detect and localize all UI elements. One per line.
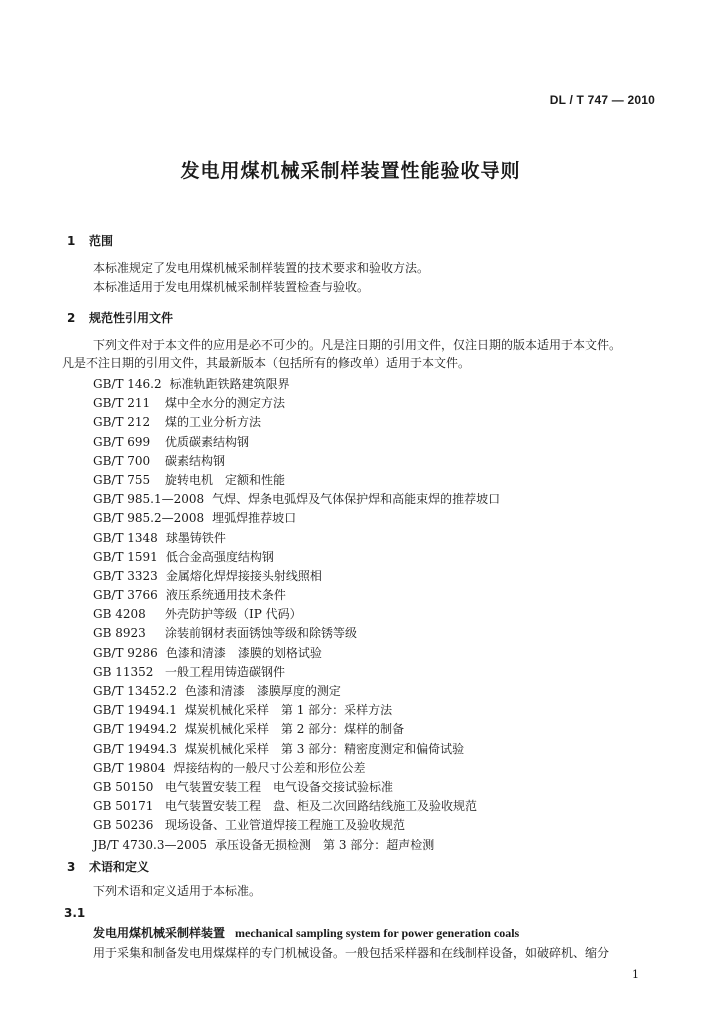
reference-title: 电气装置安装工程 盘、柜及二次回路结线施工及验收规范 — [165, 799, 478, 814]
section-heading-normative-references — [67, 309, 173, 326]
reference-title: 低合金高强度结构钢 — [165, 549, 274, 564]
reference-title: 标准轨距铁路建筑限界 — [169, 377, 290, 391]
reference-title: 旋转电机 定额和性能 — [165, 472, 286, 487]
section-number: 2 — [67, 311, 76, 325]
reference-title: 埋弧焊推荐坡口 — [212, 511, 297, 526]
reference-item — [93, 644, 500, 663]
reference-code: JB/T 4730.3—2005 — [93, 837, 208, 852]
reference-code: GB/T 700 — [93, 453, 151, 468]
references-intro-line-1: 下列文件对于本文件的应用是必不可少的。凡是注日期的引用文件，仅注日期的版本适用于本文件。 — [93, 338, 622, 352]
reference-title: 电气装置安装工程 电气设备交接试验标准 — [165, 779, 394, 794]
reference-item — [93, 778, 500, 797]
reference-item — [93, 529, 500, 548]
reference-item — [93, 663, 500, 682]
reference-item — [93, 548, 500, 567]
reference-item — [93, 720, 500, 739]
reference-code: GB/T 9286 — [93, 645, 158, 660]
reference-title: 球墨铸铁件 — [165, 530, 226, 545]
reference-title: 焊接结构的一般尺寸公差和形位公差 — [173, 760, 366, 775]
section-title: 规范性引用文件 — [89, 311, 174, 325]
term-entry — [93, 924, 519, 941]
reference-code: GB/T 211 — [93, 396, 151, 411]
references-intro-line-2: 凡是不注日期的引用文件，其最新版本（包括所有的修改单）适用于本文件。 — [62, 356, 471, 370]
reference-title: 液压系统通用技术条件 — [165, 588, 286, 603]
reference-item — [93, 605, 500, 624]
reference-item — [93, 586, 500, 605]
section-heading-scope — [67, 232, 113, 249]
reference-list — [93, 375, 500, 855]
reference-code: GB/T 19494.2 — [93, 722, 177, 737]
reference-item — [93, 701, 500, 720]
reference-title: 煤炭机械化采样 第 1 部分：采样方法 — [184, 703, 393, 718]
section-number: 1 — [67, 234, 76, 248]
reference-item — [93, 816, 500, 835]
reference-title: 涂装前钢材表面锈蚀等级和除锈等级 — [165, 626, 358, 641]
term-english: mechanical sampling system for power generation coals — [235, 926, 520, 940]
term-chinese: 发电用煤机械采制样装置 — [93, 926, 226, 940]
reference-code: GB/T 146.2 — [93, 377, 162, 391]
reference-code: GB 50150 — [93, 779, 154, 794]
reference-item — [93, 471, 500, 490]
reference-code: GB 11352 — [93, 664, 154, 679]
reference-code: GB/T 19494.1 — [93, 703, 177, 718]
reference-item — [93, 452, 500, 471]
terms-intro: 下列术语和定义适用于本标准。 — [93, 884, 262, 898]
reference-code: GB/T 212 — [93, 415, 151, 430]
reference-title: 煤炭机械化采样 第 3 部分：精密度测定和偏倚试验 — [184, 741, 465, 756]
standard-code: DL / T 747 — 2010 — [549, 93, 655, 107]
reference-title: 承压设备无损检测 第 3 部分：超声检测 — [215, 837, 435, 852]
reference-code: GB/T 19804 — [93, 760, 166, 775]
reference-code: GB/T 3323 — [93, 568, 158, 583]
term-definition: 用于采集和制备发电用煤煤样的专门机械设备。一般包括采样器和在线制样设备，如破碎机、缩分 — [93, 946, 610, 960]
scope-paragraph-1: 本标准规定了发电用煤机械采制样装置的技术要求和验收方法。 — [93, 261, 430, 275]
reference-code: GB 4208 — [93, 607, 146, 622]
reference-title: 色漆和清漆 漆膜厚度的测定 — [184, 684, 341, 698]
reference-title: 煤中全水分的测定方法 — [165, 396, 286, 411]
section-title: 范围 — [89, 234, 114, 248]
reference-item — [93, 433, 500, 452]
reference-title: 碳素结构钢 — [165, 453, 226, 468]
reference-title: 一般工程用铸造碳钢件 — [165, 664, 286, 679]
reference-code: GB/T 13452.2 — [93, 684, 177, 698]
reference-code: GB/T 985.2—2008 — [93, 511, 205, 526]
reference-code: GB 50171 — [93, 799, 154, 814]
reference-item — [93, 836, 500, 855]
reference-title: 金属熔化焊焊接接头射线照相 — [165, 568, 322, 583]
reference-title: 优质碳素结构钢 — [165, 434, 250, 449]
reference-title: 煤炭机械化采样 第 2 部分：煤样的制备 — [184, 722, 405, 737]
reference-code: GB 8923 — [93, 626, 146, 641]
reference-item — [93, 490, 500, 509]
reference-item — [93, 797, 500, 816]
reference-item — [93, 759, 500, 778]
reference-code: GB/T 699 — [93, 434, 151, 449]
reference-item — [93, 413, 500, 432]
reference-code: GB/T 1591 — [93, 549, 158, 564]
reference-title: 煤的工业分析方法 — [165, 415, 262, 430]
reference-code: GB/T 3766 — [93, 588, 158, 603]
reference-item — [93, 740, 500, 759]
scope-paragraph-2: 本标准适用于发电用煤机械采制样装置检查与验收。 — [93, 280, 370, 294]
section-title: 术语和定义 — [89, 860, 150, 874]
reference-title: 现场设备、工业管道焊接工程施工及验收规范 — [165, 818, 406, 833]
document-title: 发电用煤机械采制样装置性能验收导则 — [180, 160, 521, 182]
reference-item — [93, 624, 500, 643]
section-heading-terms — [67, 858, 149, 875]
reference-title: 气焊、焊条电弧焊及气体保护焊和高能束焊的推荐坡口 — [212, 492, 501, 507]
reference-title: 色漆和清漆 漆膜的划格试验 — [165, 645, 322, 660]
term-number: 3.1 — [64, 906, 86, 920]
reference-item — [93, 509, 500, 528]
reference-item — [93, 567, 500, 586]
reference-item — [93, 682, 500, 701]
reference-code: GB/T 755 — [93, 472, 151, 487]
reference-code: GB/T 19494.3 — [93, 741, 177, 756]
reference-item — [93, 394, 500, 413]
reference-item — [93, 375, 500, 394]
reference-title: 外壳防护等级（IP 代码） — [165, 607, 302, 622]
page-number: 1 — [632, 968, 639, 981]
reference-code: GB 50236 — [93, 818, 154, 833]
section-number: 3 — [67, 860, 76, 874]
reference-code: GB/T 1348 — [93, 530, 158, 545]
reference-code: GB/T 985.1—2008 — [93, 492, 205, 507]
